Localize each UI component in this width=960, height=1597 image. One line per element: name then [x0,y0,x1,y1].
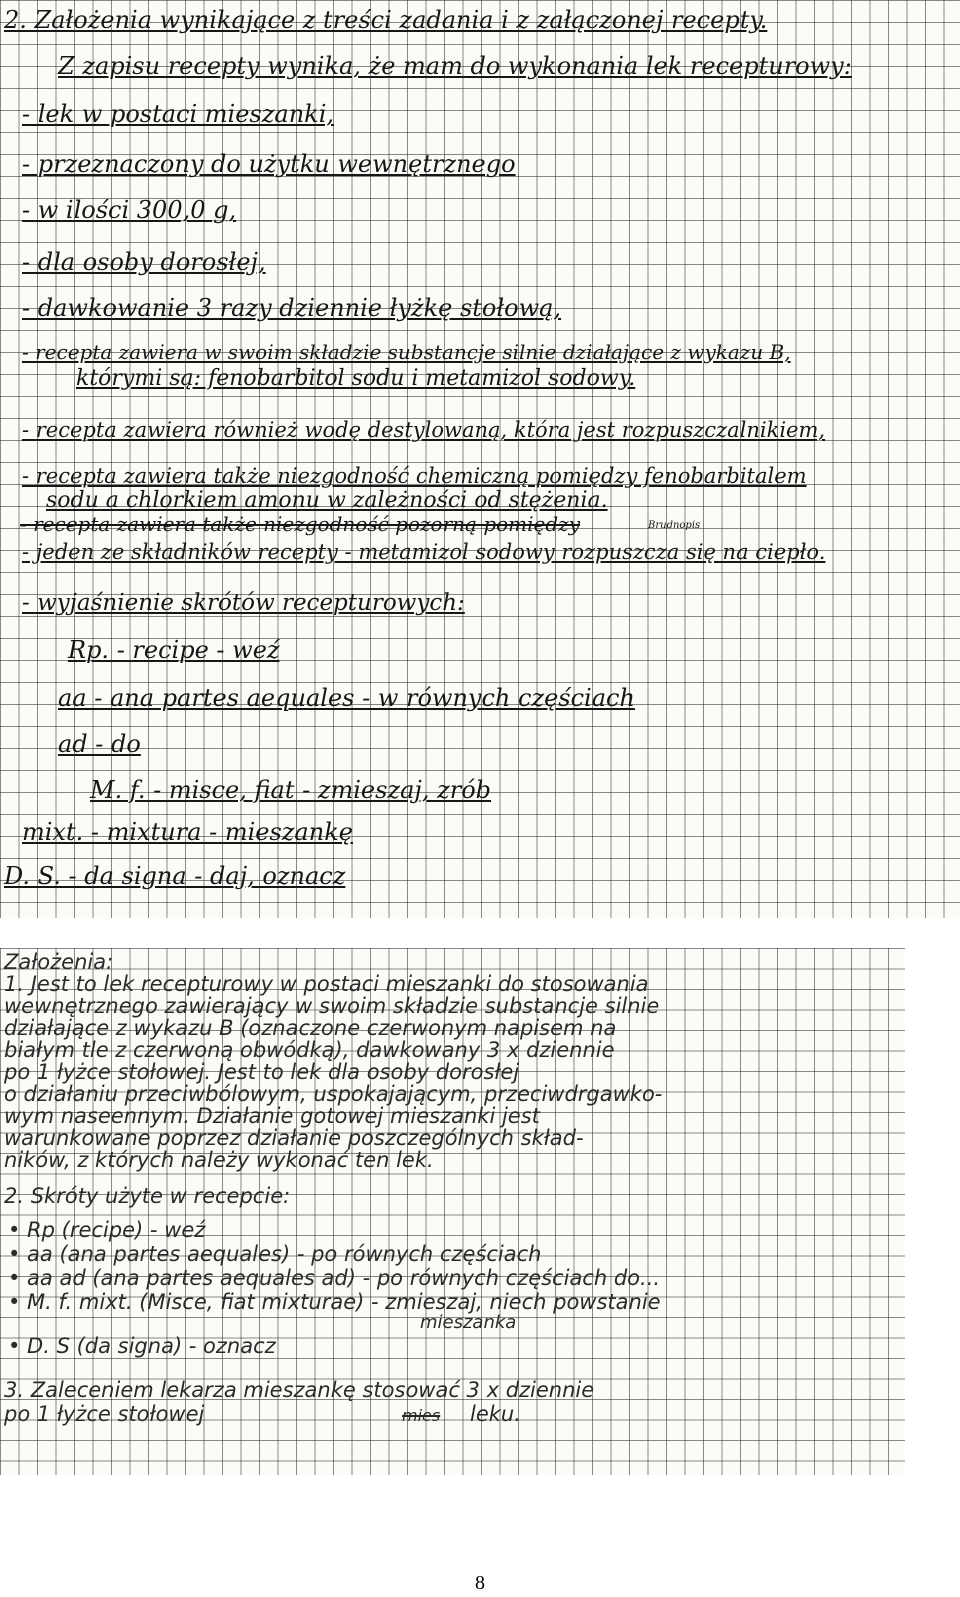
abbrev-line: • D. S (da signa) - oznacz [8,1334,276,1358]
abbrev-line: mixt. - mixtura - mieszankę [22,818,353,846]
note-line: mieszanka [420,1312,517,1333]
abbrev-line: ad - do [58,730,141,758]
abbrev-line: D. S. - da signa - daj, oznacz [4,862,346,890]
abbrev-line: • aa ad (ana partes aequales ad) - po równych częściach do... [8,1266,661,1290]
note-line: 1. Jest to lek recepturowy w postaci mieszanki do stosowania [4,972,649,996]
note-line: sodu a chlorkiem amonu w zależności od stężenia. [46,488,608,513]
note-line: - recepta zawiera w swoim składzie substancje silnie działające z wykazu B, [22,340,791,364]
note-line: Z zapisu recepty wynika, że mam do wykonania lek recepturowy: [58,52,852,80]
note-line: działające z wykazu B (oznaczone czerwonym napisem na [4,1016,617,1040]
note-line: 2. Skróty użyte w recepcie: [4,1184,291,1208]
heading-assumptions: Założenia: [4,950,114,974]
note-line: - w ilości 300,0 g, [22,196,237,224]
heading-assumptions: 2. Założenia wynikające z treści zadania i z załączonej recepty. [4,6,768,34]
note-line: - lek w postaci mieszanki, [22,100,334,128]
margin-note-brudnopis: Brudnopis [648,520,701,531]
note-line: - przeznaczony do użytku wewnętrznego [22,150,516,178]
page-number: 8 [475,1572,485,1594]
note-line: wym naseennym. Działanie gotowej mieszanki jest [4,1104,540,1128]
note-line: wewnętrznego zawierający w swoim składzie substancje silnie [4,994,660,1018]
note-line: - jeden ze składników recepty - metamizol sodowy rozpuszcza się na ciepło. [22,540,826,564]
note-line: białym tle z czerwoną obwódką), dawkowany 3 x dziennie [4,1038,615,1062]
handwritten-note-bottom [0,948,905,1475]
note-line: ników, z których należy wykonać ten lek. [4,1148,434,1172]
note-line: o działaniu przeciwbólowym, uspokajającym, przeciwdrgawko- [4,1082,663,1106]
note-line: po 1 łyżce stołowej. Jest to lek dla osoby dorosłej [4,1060,520,1084]
note-line: - recepta zawiera także niezgodność chemiczną pomiędzy fenobarbitalem [22,464,807,488]
abbrev-line: aa - ana partes aequales - w równych częściach [58,684,635,712]
abbrev-line: M. f. - misce, fiat - zmieszaj, zrób [90,776,492,804]
note-line: - recepta zawiera również wodę destylowaną, która jest rozpuszczalnikiem, [22,418,826,442]
crossed-out-word: mies [402,1406,441,1425]
note-line: - dawkowanie 3 razy dziennie łyżkę stołową, [22,294,562,322]
abbrev-line: • aa (ana partes aequales) - po równych częściach [8,1242,542,1266]
abbrev-line: Rp. - recipe - weź [68,636,280,664]
note-line: - wyjaśnienie skrótów recepturowych: [22,590,465,616]
abbrev-line: • M. f. mixt. (Misce, fiat mixturae) - zmieszaj, niech powstanie [8,1290,661,1314]
crossed-out-line: - recepta zawiera także niezgodność pozorną pomiędzy [20,512,580,536]
note-line: leku. [470,1402,521,1426]
abbrev-line: • Rp (recipe) - weź [8,1218,206,1242]
note-line: po 1 łyżce stołowej [4,1402,205,1426]
note-line: warunkowane poprzez działanie poszczególnych skład- [4,1126,584,1150]
note-line: - dla osoby dorosłej, [22,248,266,276]
note-line: 3. Zaleceniem lekarza mieszankę stosować 3 x dziennie [4,1378,595,1402]
note-line: którymi są: fenobarbitol sodu i metamizol sodowy. [76,366,636,391]
